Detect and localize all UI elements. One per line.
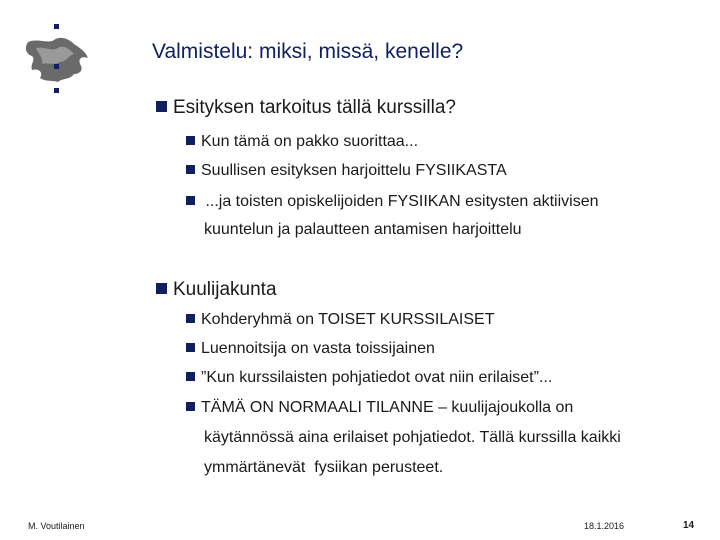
list-item: Luennoitsija on vasta toissijainen <box>186 340 435 358</box>
square-bullet-icon <box>186 372 195 381</box>
footer-date: 18.1.2016 <box>584 521 625 531</box>
square-bullet-icon <box>186 196 195 205</box>
university-flame-logo-icon <box>22 22 92 100</box>
list-item: Suullisen esityksen harjoittelu FYSIIKASTA <box>186 162 507 180</box>
section-heading-purpose: Esityksen tarkoitus tällä kurssilla? <box>156 97 456 119</box>
list-item-continuation: käytännössä aina erilaiset pohjatiedot. Tällä kurssilla kaikki <box>204 429 621 446</box>
list-item: ...ja toisten opiskelijoiden FYSIIKAN esitysten aktiivisen <box>186 193 599 211</box>
square-bullet-icon <box>186 402 195 411</box>
square-bullet-icon <box>186 136 195 145</box>
page-number: 14 <box>683 520 695 531</box>
list-item: ”Kun kurssilaisten pohjatiedot ovat niin erilaiset”... <box>186 369 552 387</box>
list-item: Kohderyhmä on TOISET KURSSILAISET <box>186 311 494 329</box>
list-item-continuation: ymmärtänevät fysiikan perusteet. <box>204 459 444 476</box>
square-bullet-icon <box>156 283 167 294</box>
square-bullet-icon <box>186 165 195 174</box>
square-bullet-icon <box>186 314 195 323</box>
list-item-continuation: kuuntelun ja palautteen antamisen harjoittelu <box>204 221 522 238</box>
list-item: TÄMÄ ON NORMAALI TILANNE – kuulijajoukolla on <box>186 399 573 417</box>
list-item: Kun tämä on pakko suorittaa... <box>186 133 418 151</box>
square-bullet-icon <box>156 101 167 112</box>
section-heading-audience: Kuulijakunta <box>156 279 277 301</box>
square-bullet-icon <box>186 343 195 352</box>
slide-title: Valmistelu: miksi, missä, kenelle? <box>152 40 464 63</box>
footer-author: M. Voutilainen <box>28 521 85 531</box>
